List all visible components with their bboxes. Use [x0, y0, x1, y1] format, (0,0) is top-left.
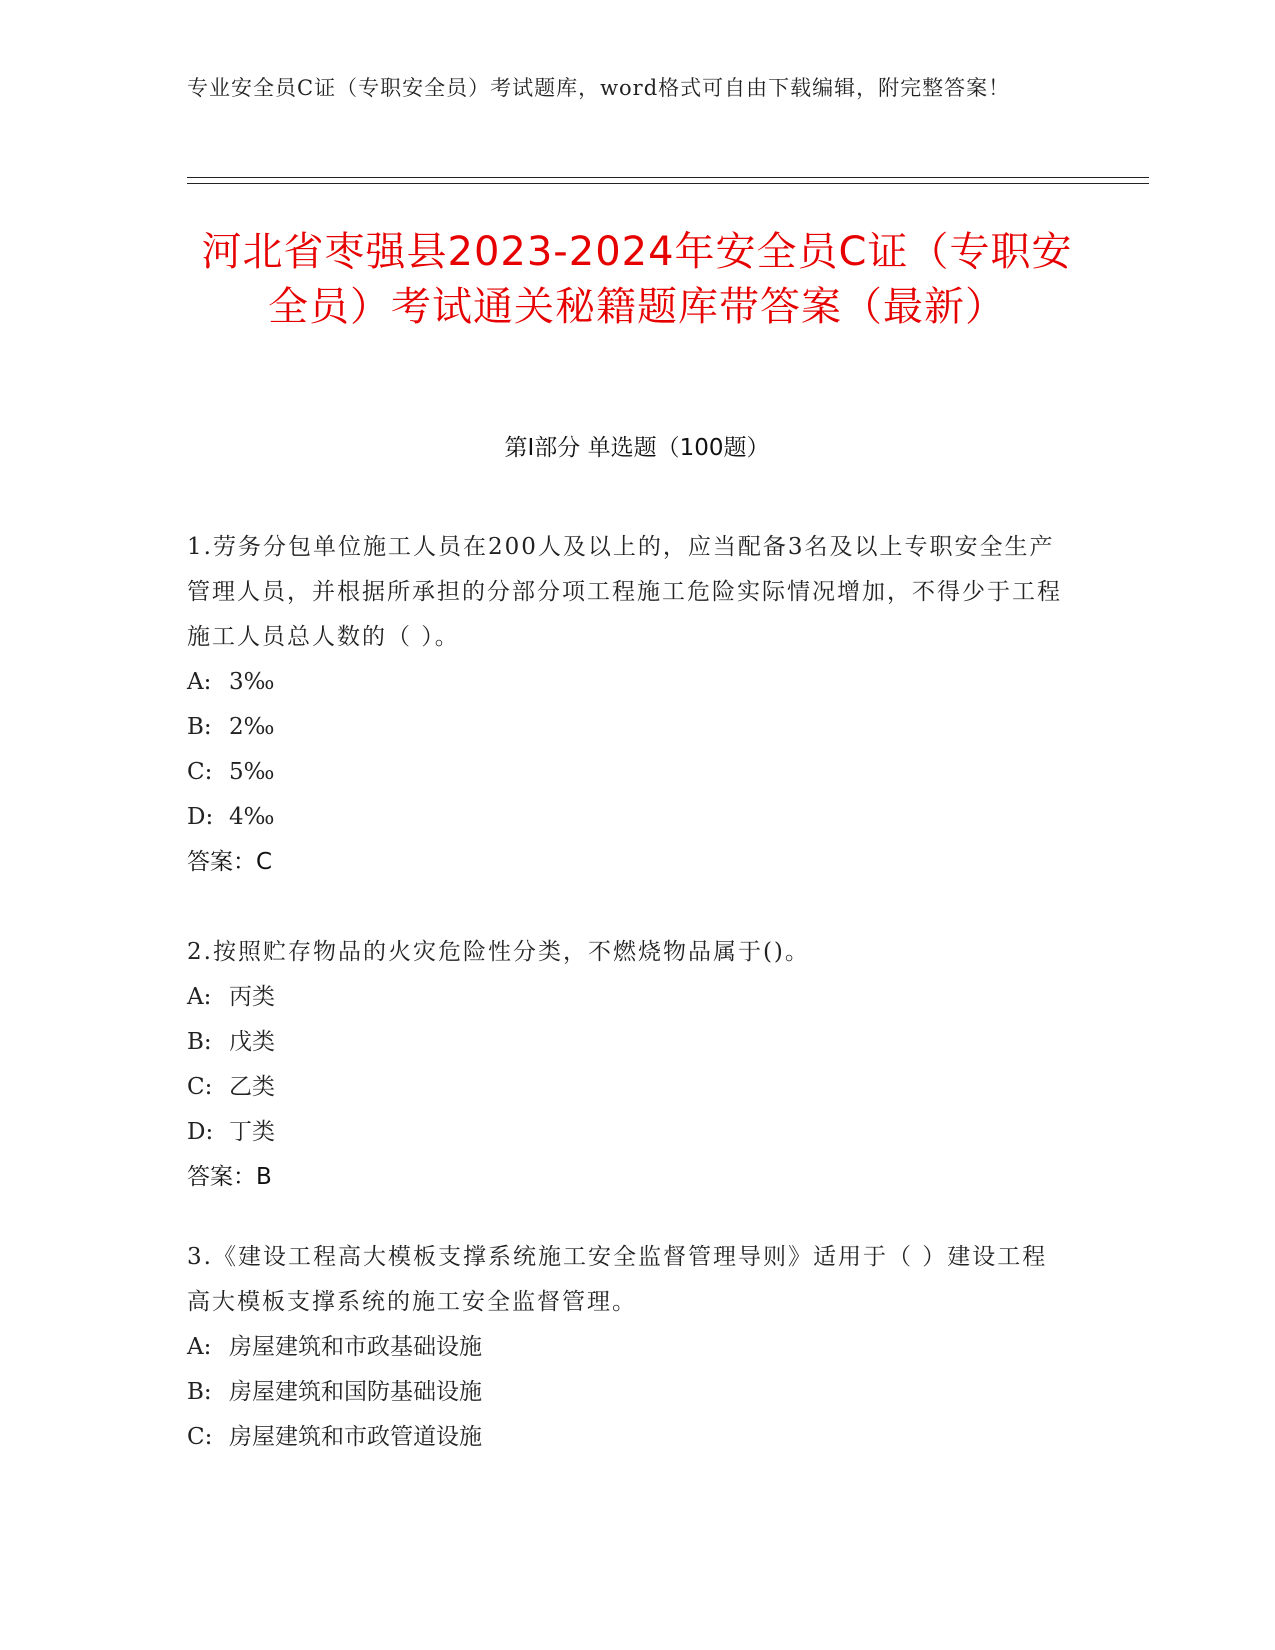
question-stem: 1.劳务分包单位施工人员在200人及以上的，应当配备3名及以上专职安全生产管理人员，并根据所承担的分部分项工程施工危险实际情况增加，不得少于工程施工人员总人数的（ ）。 [187, 534, 1062, 650]
answer-line: 答案：B [187, 1164, 272, 1190]
option-letter: B: [187, 1379, 212, 1405]
option-d [187, 1110, 1067, 1155]
question-stem: 3.《建设工程高大模板支撑系统施工安全监督管理导则》适用于（ ）建设工程高大模板支撑系统的施工安全监督管理。 [187, 1244, 1048, 1315]
answer-line: 答案：C [187, 849, 273, 875]
option-text: 房屋建筑和市政基础设施 [229, 1334, 482, 1360]
option-letter: A: [187, 669, 212, 695]
option-text: 乙类 [229, 1074, 275, 1100]
option-letter: A: [187, 984, 212, 1010]
option-text: 5‰ [229, 759, 275, 785]
option-c [187, 750, 1067, 795]
option-letter: A: [187, 1334, 212, 1360]
option-letter: B: [187, 1029, 212, 1055]
option-b [187, 1370, 1067, 1415]
option-letter: B: [187, 714, 212, 740]
option-text: 戊类 [229, 1029, 275, 1055]
option-text: 3‰ [229, 669, 275, 695]
option-a [187, 660, 1067, 705]
option-letter: D: [187, 1119, 214, 1145]
option-b [187, 705, 1067, 750]
option-text: 房屋建筑和国防基础设施 [229, 1379, 482, 1405]
option-letter: D: [187, 804, 214, 830]
question-2 [187, 930, 1067, 1200]
option-text: 房屋建筑和市政管道设施 [229, 1424, 482, 1450]
option-d [187, 795, 1067, 840]
option-text: 4‰ [229, 804, 275, 830]
option-letter: C: [187, 1424, 213, 1450]
question-3 [187, 1235, 1067, 1460]
option-letter: C: [187, 1074, 213, 1100]
question-stem: 2.按照贮存物品的火灾危险性分类，不燃烧物品属于()。 [187, 939, 810, 965]
header-note: 专业安全员C证（专职安全员）考试题库，word格式可自由下载编辑，附完整答案！ [187, 76, 1011, 100]
option-c [187, 1065, 1067, 1110]
header-rule-bottom [187, 183, 1149, 184]
option-text: 丁类 [229, 1119, 275, 1145]
option-a [187, 1325, 1067, 1370]
question-1 [187, 525, 1067, 885]
option-letter: C: [187, 759, 213, 785]
section-heading: 第I部分 单选题（100题） [504, 435, 770, 461]
option-text: 丙类 [229, 984, 275, 1010]
option-text: 2‰ [229, 714, 275, 740]
header-rule-top [187, 177, 1149, 178]
document-title: 河北省枣强县2023-2024年安全员C证（专职安全员）考试通关秘籍题库带答案（最新） [201, 229, 1073, 330]
option-c [187, 1415, 1067, 1460]
option-b [187, 1020, 1067, 1065]
option-a [187, 975, 1067, 1020]
